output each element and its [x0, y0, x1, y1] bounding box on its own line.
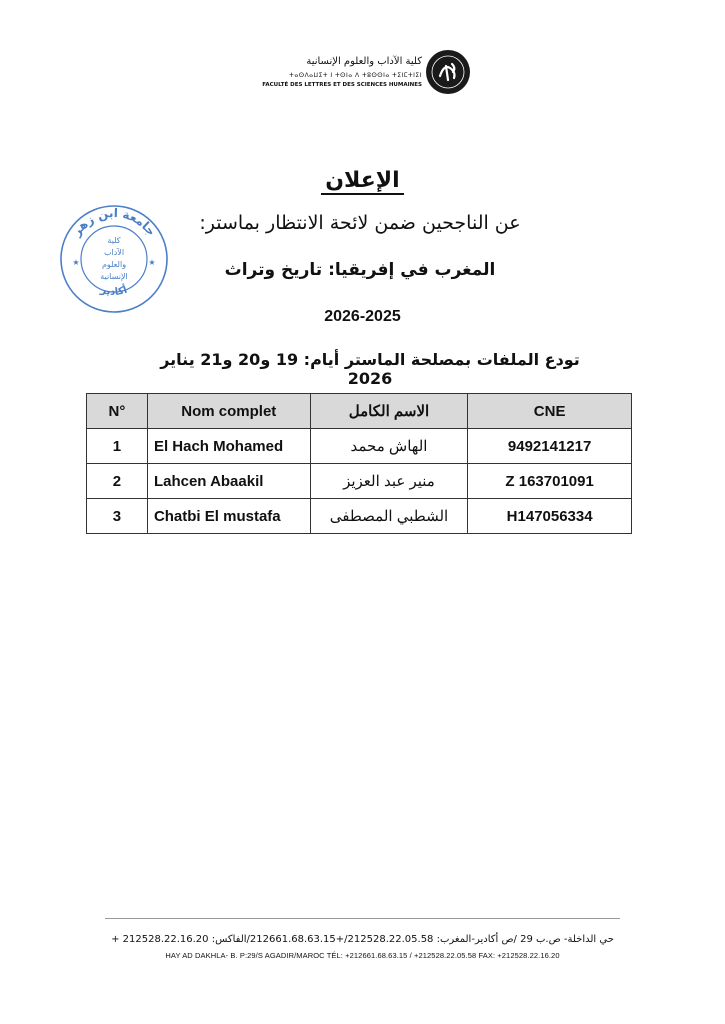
- footer-address-ar: حي الداخلة- ص.ب 29 /ص أكادير-المغرب: 212528.22.05.58/+212661.68.63.15/الفاكس: 212528.22.16.20 +: [111, 934, 614, 945]
- table-row: [87, 499, 632, 534]
- row-cne: 9492141217: [468, 429, 632, 464]
- master-program-name: المغرب في إفريقيا: تاريخ وتراث: [224, 260, 496, 280]
- row-number: 3: [87, 499, 148, 534]
- row-fullname: Chatbi El mustafa: [147, 499, 310, 534]
- stamp-ring-text: جامعة ابن زهر: [69, 205, 159, 239]
- faculty-name-tifinagh: ⵜⴰⵙⴷⴰⵡⵉⵜ ⵏ ⵜⵙⵏⴰ ⴷ ⵜⵓⵙⵙⵏⴰ ⵜⵉⵏⵎⵜⵏⵉⵏ: [289, 72, 422, 79]
- stamp-line-2: الآداب: [103, 248, 125, 257]
- stamp-line-3: والعلوم: [101, 260, 127, 269]
- faculty-name-fr: FACULTÉ DES LETTRES ET DES SCIENCES HUMAINES: [262, 82, 422, 88]
- row-number: 1: [87, 429, 148, 464]
- faculty-stamp: [58, 203, 170, 315]
- announcement-title: الإعلان: [0, 168, 725, 193]
- results-table: [86, 393, 632, 534]
- university-logo-icon: [426, 50, 470, 94]
- row-fullname-ar: الشطبي المصطفى: [310, 499, 468, 534]
- deposit-notice: تودع الملفات بمصلحة الماستر أيام: 19 و20 و21 يناير 2026: [160, 350, 580, 388]
- table-row: [87, 464, 632, 499]
- stamp-star-left-icon: ★: [72, 258, 80, 267]
- faculty-name-ar: كلية الآداب والعلوم الإنسانية: [306, 56, 422, 67]
- footer-address-fr: HAY AD DAKHLA- B. P:29/S AGADIR/MAROC TÉL: +212661.68.63.15 / +212528.22.05.58 FAX: +212528.22.16.20: [165, 951, 560, 960]
- row-fullname-ar: منير عبد العزيز: [310, 464, 468, 499]
- col-cne-header: CNE: [468, 394, 632, 429]
- row-fullname-ar: الهاش محمد: [310, 429, 468, 464]
- stamp-line-1: كلية: [107, 236, 121, 245]
- row-number: 2: [87, 464, 148, 499]
- stamp-bottom-text: أكادير: [99, 284, 129, 298]
- stamp-star-right-icon: ★: [148, 258, 156, 267]
- announcement-subtitle: عن الناجحين ضمن لائحة الانتظار بماستر:: [199, 212, 521, 234]
- col-number-header: N°: [87, 394, 148, 429]
- stamp-line-4: الإنسانية: [100, 272, 128, 281]
- row-fullname: El Hach Mohamed: [147, 429, 310, 464]
- academic-year: 2026-2025: [324, 308, 401, 325]
- row-fullname: Lahcen Abaakil: [147, 464, 310, 499]
- row-cne: Z 163701091: [468, 464, 632, 499]
- col-fullname-header: Nom complet: [147, 394, 310, 429]
- footer-divider: [105, 918, 620, 919]
- table-header-row: [87, 394, 632, 429]
- table-row: [87, 429, 632, 464]
- col-fullname-ar-header: الاسم الكامل: [310, 394, 468, 429]
- faculty-header: [262, 50, 470, 110]
- row-cne: H147056334: [468, 499, 632, 534]
